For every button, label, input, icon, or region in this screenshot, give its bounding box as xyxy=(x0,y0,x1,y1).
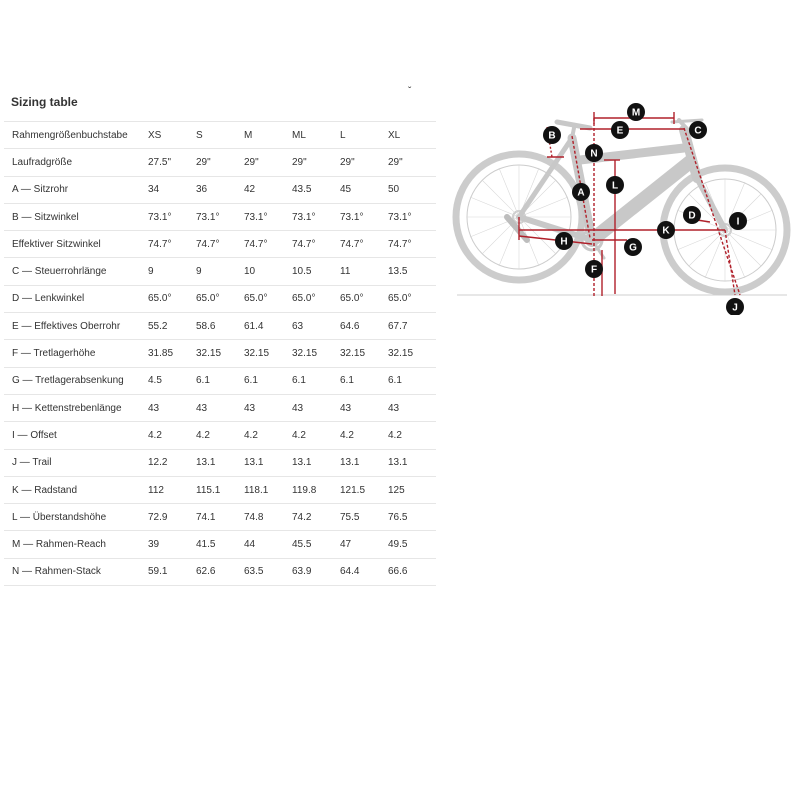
row-label: K — Radstand xyxy=(4,476,148,503)
header-size-m: M xyxy=(244,122,292,149)
table-row xyxy=(4,285,436,312)
cell-value: 13.1 xyxy=(244,449,292,476)
marker-letter: N xyxy=(590,148,598,160)
cell-value: 27.5" xyxy=(148,149,196,176)
cell-value: 67.7 xyxy=(388,313,436,340)
row-label: F — Tretlagerhöhe xyxy=(4,340,148,367)
stray-mark: ˇ xyxy=(408,86,412,97)
cell-value: 6.1 xyxy=(388,367,436,394)
cell-value: 4.2 xyxy=(196,422,244,449)
cell-value: 115.1 xyxy=(196,476,244,503)
cell-value: 43.5 xyxy=(292,176,340,203)
cell-value: 39 xyxy=(148,531,196,558)
marker-e xyxy=(611,121,629,139)
bike-geometry-diagram xyxy=(452,100,792,315)
table-row xyxy=(4,476,436,503)
row-label: E — Effektives Oberrohr xyxy=(4,313,148,340)
cell-value: 6.1 xyxy=(340,367,388,394)
cell-value: 32.15 xyxy=(292,340,340,367)
cell-value: 61.4 xyxy=(244,313,292,340)
table-row xyxy=(4,558,436,585)
cell-value: 43 xyxy=(244,394,292,421)
cell-value: 74.7° xyxy=(292,231,340,258)
marker-letter: L xyxy=(611,180,619,192)
cell-value: 6.1 xyxy=(196,367,244,394)
cell-value: 72.9 xyxy=(148,504,196,531)
marker-letter: H xyxy=(560,236,568,248)
marker-letter: F xyxy=(590,264,598,276)
row-label: J — Trail xyxy=(4,449,148,476)
cell-value: 65.0° xyxy=(244,285,292,312)
row-label: C — Steuerrohrlänge xyxy=(4,258,148,285)
cell-value: 74.1 xyxy=(196,504,244,531)
marker-letter: J xyxy=(732,302,738,314)
marker-d xyxy=(683,206,701,224)
marker-l xyxy=(606,176,624,194)
cell-value: 65.0° xyxy=(148,285,196,312)
cell-value: 47 xyxy=(340,531,388,558)
marker-letter: B xyxy=(548,130,556,142)
cell-value: 73.1° xyxy=(196,203,244,230)
cell-value: 32.15 xyxy=(340,340,388,367)
marker-h xyxy=(555,232,573,250)
table-row xyxy=(4,149,436,176)
marker-f xyxy=(585,260,603,278)
cell-value: 65.0° xyxy=(340,285,388,312)
cell-value: 62.6 xyxy=(196,558,244,585)
header-size-s: S xyxy=(196,122,244,149)
cell-value: 74.7° xyxy=(196,231,244,258)
cell-value: 44 xyxy=(244,531,292,558)
cell-value: 43 xyxy=(340,394,388,421)
cell-value: 31.85 xyxy=(148,340,196,367)
table-row xyxy=(4,367,436,394)
table-row xyxy=(4,258,436,285)
cell-value: 125 xyxy=(388,476,436,503)
row-label: I — Offset xyxy=(4,422,148,449)
bike-geometry-svg xyxy=(452,100,792,315)
row-label: A — Sitzrohr xyxy=(4,176,148,203)
cell-value: 43 xyxy=(388,394,436,421)
row-label: G — Tretlagerabsenkung xyxy=(4,367,148,394)
cell-value: 42 xyxy=(244,176,292,203)
header-size-ml: ML xyxy=(292,122,340,149)
marker-m xyxy=(627,103,645,121)
marker-letter: C xyxy=(694,125,702,137)
cell-value: 45 xyxy=(340,176,388,203)
cell-value: 73.1° xyxy=(340,203,388,230)
cell-value: 4.2 xyxy=(340,422,388,449)
cell-value: 10 xyxy=(244,258,292,285)
cell-value: 34 xyxy=(148,176,196,203)
cell-value: 6.1 xyxy=(244,367,292,394)
cell-value: 50 xyxy=(388,176,436,203)
cell-value: 29" xyxy=(196,149,244,176)
cell-value: 73.1° xyxy=(148,203,196,230)
table-row xyxy=(4,340,436,367)
header-size-xs: XS xyxy=(148,122,196,149)
header-size-l: L xyxy=(340,122,388,149)
cell-value: 112 xyxy=(148,476,196,503)
cell-value: 11 xyxy=(340,258,388,285)
cell-value: 75.5 xyxy=(340,504,388,531)
cell-value: 13.1 xyxy=(340,449,388,476)
cell-value: 55.2 xyxy=(148,313,196,340)
cell-value: 118.1 xyxy=(244,476,292,503)
cell-value: 29" xyxy=(388,149,436,176)
cell-value: 4.2 xyxy=(244,422,292,449)
cell-value: 4.2 xyxy=(148,422,196,449)
cell-value: 6.1 xyxy=(292,367,340,394)
cell-value: 65.0° xyxy=(388,285,436,312)
row-label: Laufradgröße xyxy=(4,149,148,176)
cell-value: 9 xyxy=(196,258,244,285)
table-row xyxy=(4,394,436,421)
cell-value: 74.7° xyxy=(148,231,196,258)
cell-value: 59.1 xyxy=(148,558,196,585)
marker-j xyxy=(726,298,744,315)
cell-value: 63.9 xyxy=(292,558,340,585)
row-label: D — Lenkwinkel xyxy=(4,285,148,312)
row-label: M — Rahmen-Reach xyxy=(4,531,148,558)
cell-value: 65.0° xyxy=(196,285,244,312)
cell-value: 49.5 xyxy=(388,531,436,558)
cell-value: 64.6 xyxy=(340,313,388,340)
marker-b xyxy=(543,126,561,144)
cell-value: 29" xyxy=(340,149,388,176)
cell-value: 4.2 xyxy=(388,422,436,449)
marker-i xyxy=(729,212,747,230)
marker-letter: K xyxy=(662,225,670,237)
marker-a xyxy=(572,183,590,201)
cell-value: 43 xyxy=(148,394,196,421)
cell-value: 13.5 xyxy=(388,258,436,285)
cell-value: 73.1° xyxy=(292,203,340,230)
cell-value: 45.5 xyxy=(292,531,340,558)
cell-value: 65.0° xyxy=(292,285,340,312)
marker-letter: I xyxy=(736,216,740,228)
header-label: Rahmengrößenbuchstabe xyxy=(4,122,148,149)
cell-value: 74.2 xyxy=(292,504,340,531)
marker-letter: G xyxy=(629,242,637,254)
cell-value: 63 xyxy=(292,313,340,340)
marker-letter: D xyxy=(688,210,696,222)
cell-value: 13.1 xyxy=(292,449,340,476)
cell-value: 9 xyxy=(148,258,196,285)
page-title: Sizing table xyxy=(11,95,78,109)
table-row xyxy=(4,504,436,531)
table-row xyxy=(4,422,436,449)
marker-letter: M xyxy=(631,107,641,119)
marker-c xyxy=(689,121,707,139)
cell-value: 32.15 xyxy=(388,340,436,367)
cell-value: 121.5 xyxy=(340,476,388,503)
sizing-table xyxy=(4,121,436,586)
cell-value: 4.2 xyxy=(292,422,340,449)
cell-value: 10.5 xyxy=(292,258,340,285)
marker-n xyxy=(585,144,603,162)
row-label: H — Kettenstrebenlänge xyxy=(4,394,148,421)
cell-value: 76.5 xyxy=(388,504,436,531)
table-header-row xyxy=(4,122,436,149)
table-row xyxy=(4,203,436,230)
table-row xyxy=(4,231,436,258)
cell-value: 73.1° xyxy=(244,203,292,230)
marker-k xyxy=(657,221,675,239)
cell-value: 74.7° xyxy=(388,231,436,258)
cell-value: 119.8 xyxy=(292,476,340,503)
table-row xyxy=(4,176,436,203)
cell-value: 41.5 xyxy=(196,531,244,558)
cell-value: 13.1 xyxy=(388,449,436,476)
cell-value: 43 xyxy=(292,394,340,421)
cell-value: 32.15 xyxy=(196,340,244,367)
cell-value: 36 xyxy=(196,176,244,203)
row-label: N — Rahmen-Stack xyxy=(4,558,148,585)
cell-value: 13.1 xyxy=(196,449,244,476)
cell-value: 58.6 xyxy=(196,313,244,340)
cell-value: 43 xyxy=(196,394,244,421)
table-row xyxy=(4,531,436,558)
cell-value: 73.1° xyxy=(388,203,436,230)
cell-value: 66.6 xyxy=(388,558,436,585)
table-row xyxy=(4,449,436,476)
cell-value: 74.7° xyxy=(244,231,292,258)
cell-value: 29" xyxy=(292,149,340,176)
cell-value: 29" xyxy=(244,149,292,176)
header-size-xl: XL xyxy=(388,122,436,149)
row-label: Effektiver Sitzwinkel xyxy=(4,231,148,258)
cell-value: 12.2 xyxy=(148,449,196,476)
marker-letter: E xyxy=(616,125,624,137)
cell-value: 32.15 xyxy=(244,340,292,367)
table-row xyxy=(4,313,436,340)
cell-value: 63.5 xyxy=(244,558,292,585)
cell-value: 4.5 xyxy=(148,367,196,394)
row-label: B — Sitzwinkel xyxy=(4,203,148,230)
cell-value: 74.8 xyxy=(244,504,292,531)
marker-letter: A xyxy=(577,187,585,199)
marker-g xyxy=(624,238,642,256)
row-label: L — Überstandshöhe xyxy=(4,504,148,531)
cell-value: 74.7° xyxy=(340,231,388,258)
cell-value: 64.4 xyxy=(340,558,388,585)
